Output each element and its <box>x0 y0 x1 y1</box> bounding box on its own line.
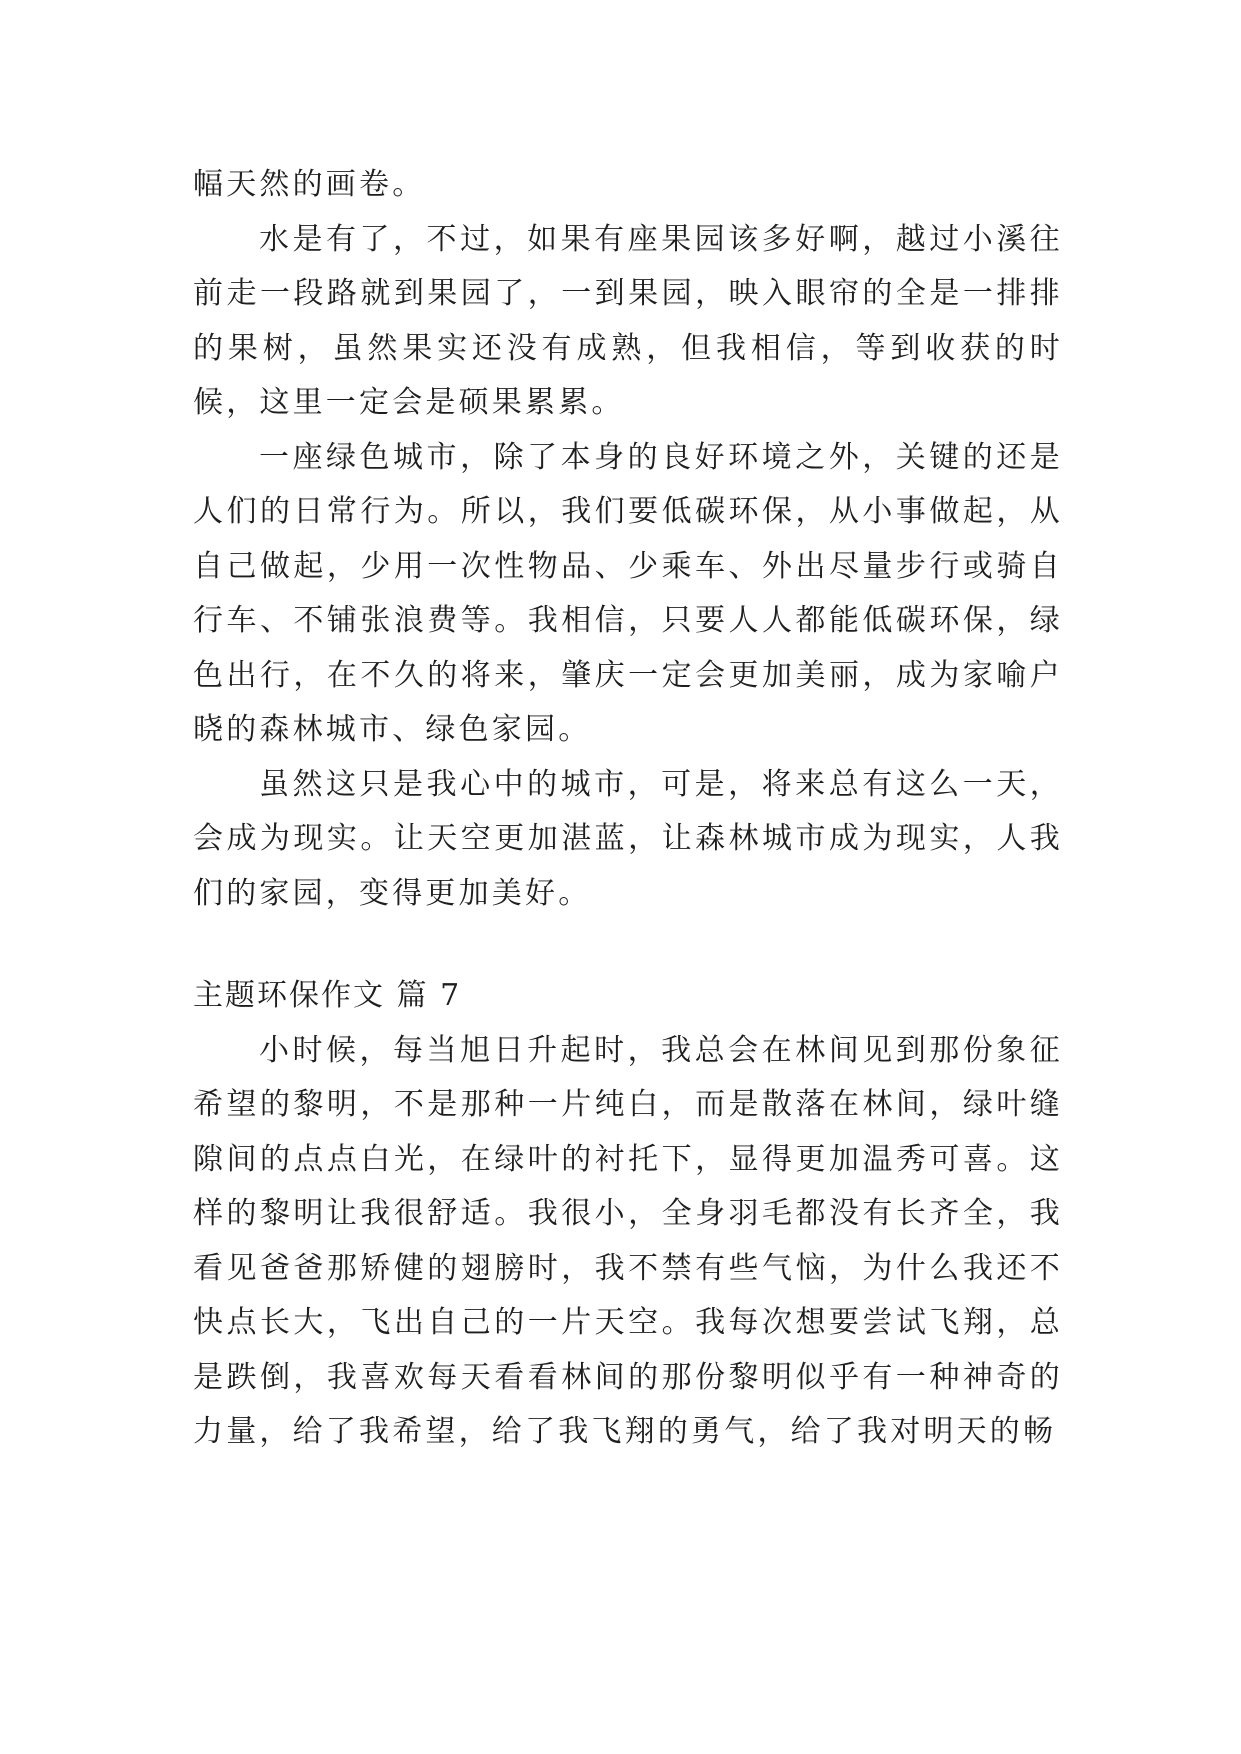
document-body <box>193 158 1063 1460</box>
paragraph-future-city: 虽然这只是我心中的城市，可是，将来总有这么一天，会成为现实。让天空更加湛蓝，让森林城市成为现实，人我们的家园，变得更加美好。 <box>193 766 1063 911</box>
paragraph-orchard: 水是有了，不过，如果有座果园该多好啊，越过小溪往前走一段路就到果园了，一到果园，映入眼帘的全是一排排的果树，虽然果实还没有成熟，但我相信，等到收获的时候，这里一定会是硕果累累。 <box>193 221 1063 420</box>
paragraph-green-city: 一座绿色城市，除了本身的良好环境之外，关键的还是人们的日常行为。所以，我们要低碳环保，从小事做起，从自己做起，少用一次性物品、少乘车、外出尽量步行或骑自行车、不铺张浪费等。我相信，只要人人都能低碳环保，绿色出行，在不久的将来，肇庆一定会更加美丽，成为家喻户晓的森林城市、绿色家园。 <box>193 439 1063 747</box>
paragraph-childhood: 小时候，每当旭日升起时，我总会在林间见到那份象征希望的黎明，不是那种一片纯白，而是散落在林间，绿叶缝隙间的点点白光，在绿叶的衬托下，显得更加温秀可喜。这样的黎明让我很舒适。我很小，全身羽毛都没有长齐全，我看见爸爸那矫健的翅膀时，我不禁有些气恼，为什么我还不快点长大，飞出自己的一片天空。我每次想要尝试飞翔，总是跌倒，我喜欢每天看看林间的那份黎明似乎有一种神奇的力量，给了我希望，给了我飞翔的勇气，给了我对明天的畅 <box>193 1032 1063 1449</box>
section-heading: 主题环保作文 篇 7 <box>193 978 462 1013</box>
paragraph-continuation: 幅天然的画卷。 <box>193 167 426 202</box>
